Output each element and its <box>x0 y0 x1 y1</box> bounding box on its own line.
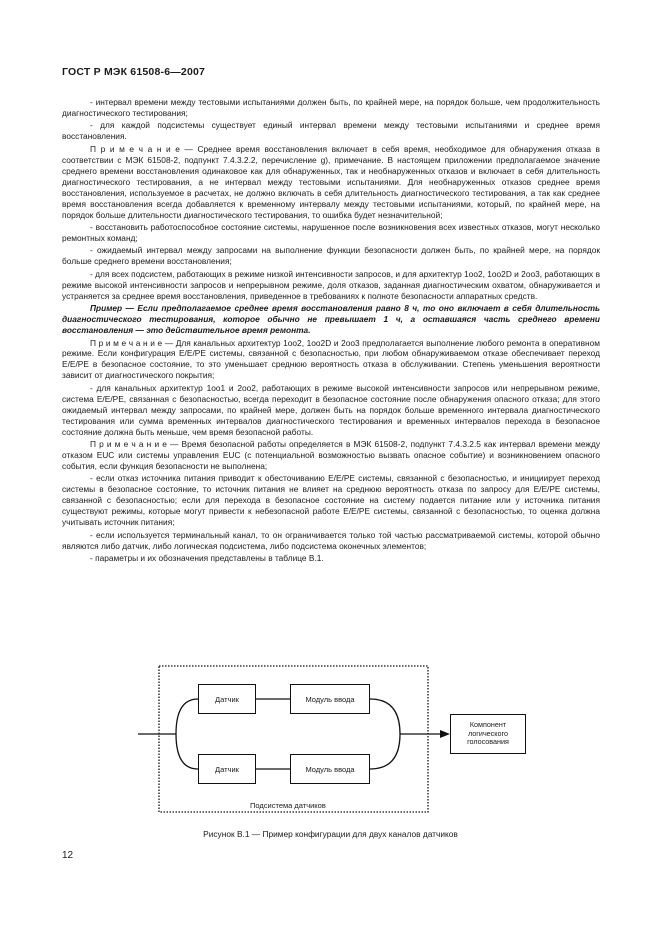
subsystem-label: Подсистема датчиков <box>250 801 326 810</box>
note-paragraph: П р и м е ч а н и е — Среднее время восстановления включает в себя время, необходимое для обнаружения отказа в соответствии с МЭК 61508-2, подпункт 7.4.3.2.2, перечисление g), примечание. В настоящем приложении предполагаемое значение среднего времени восстановления одинаковое как для обнаруженных, так и необнаруженных отказов и включает в себя длительность диагностического тестирования, а не интервал между тестовыми испытаниями. Для необнаруженных отказов среднее время восстановления, используемое в расчетах, не должно включать в себя длительность диагностического тестирования, а так как среднее время восстановления всегда добавляется к временному интервалу между тестовыми испытаниями, который, по крайней мере, на порядок больше длительности диагностического тестирования, то ошибка будет незначительной; <box>62 143 600 220</box>
paragraph: - ожидаемый интервал между запросами на выполнение функции безопасности должен быть, по крайней мере, на порядок больше среднего времени восстановления; <box>62 245 600 267</box>
logic-component-box: Компонент логического голосования <box>450 714 526 754</box>
branch-bottom-right <box>370 734 400 769</box>
paragraph: - интервал времени между тестовыми испытаниями должен быть, по крайней мере, на порядок больше, чем продолжительность диагностического тестирования; <box>62 97 600 118</box>
body-text <box>62 97 600 566</box>
branch-bottom-left <box>176 734 198 769</box>
paragraph: - восстановить работоспособное состояние системы, нарушенное после возникновения всех известных отказов, могут несколько ремонтных команд; <box>62 221 600 243</box>
example-paragraph: Пример — Если предполагаемое среднее время восстановления равно 8 ч, то оно включает в себя длительность диагностического тестирования, которое обычно не превышает 1 ч, а оставшаяся часть среднего времени восстановления — это действительное время ремонта. <box>62 303 600 336</box>
paragraph: - для всех подсистем, работающих в режиме низкой интенсивности запросов, и для архитектур 1oo2, 1oo2D и 2oo3, работающих в режиме высокой интенсивности запросов и непрерывном режиме, доля отказов, заданная диагностическим охватом, обнаруживается и устраняется за среднее время восстановления, приведенное в требованиях к полноте безопасности аппаратных средств. <box>62 268 600 301</box>
paragraph: - параметры и их обозначения представлены в таблице B.1. <box>90 553 324 564</box>
branch-top-left <box>176 699 198 734</box>
output-arrow <box>440 730 450 738</box>
input-module-box-top: Модуль ввода <box>290 684 370 714</box>
sensor-box-top: Датчик <box>198 684 256 714</box>
branch-top-right <box>370 699 400 734</box>
input-module-box-bottom: Модуль ввода <box>290 754 370 784</box>
paragraph: - если используется терминальный канал, то он ограничивается только той частью рассматриваемой системы, которой обычно являются либо датчик, либо логическая подсистема, либо подсистема оконечных элементов; <box>62 529 600 551</box>
paragraph: - для канальных архитектур 1oo1 и 2oo2, работающих в режиме высокой интенсивности запросов или непрерывном режиме, система E/E/PE, связанная с безопасностью, всегда переходит в безопасное состояние после обнаружения опасного отказа; для этого ожидаемый интервал между запросами, по крайней мере, должен быть на порядок больше временного интервала диагностического тестирования или сумма временных интервалов диагностического тестирования и временных интервалов перехода в безопасное состояние должна быть меньше, чем время безопасной работы. <box>62 382 600 437</box>
note-paragraph: П р и м е ч а н и е — Время безопасной работы определяется в МЭК 61508-2, подпункт 7.4.3.2.5 как интервал времени между отказом EUC или системы управления EUC (с потенциальной возможностью вызвать опасное событие) и возникновением опасного события, если функция безопасности не выполнена; <box>62 439 600 471</box>
document-header: ГОСТ Р МЭК 61508-6—2007 <box>62 66 206 78</box>
paragraph: - для каждой подсистемы существует единый интервал времени между тестовыми испытаниями и среднее время восстановления. <box>62 120 600 142</box>
figure-b1 <box>138 664 528 824</box>
page-number: 12 <box>62 850 74 861</box>
figure-caption: Рисунок B.1 — Пример конфигурации для двух каналов датчиков <box>203 829 458 839</box>
paragraph: - если отказ источника питания приводит к обесточиванию E/E/PE системы, связанной с безопасностью, и инициирует переход системы в безопасное состояние, то источник питания не влияет на среднюю вероятность отказа по запросу для E/E/PE системы, связанной с безопасностью; если для перехода в безопасное состояние на систему подается питание или у источника питания существуют режимы, которые могут привести к небезопасной работе E/E/PE системы, связанной с безопасностью, то оценка должна учитывать источник питания; <box>62 473 600 528</box>
note-paragraph: П р и м е ч а н и е — Для канальных архитектур 1oo2, 1oo2D и 2oo3 предполагается выполнение любого ремонта в оперативном режиме. Если конфигурация E/E/PE системы, связанной с безопасностью, при любом обнаруживаемом отказе обеспечивает переход E/E/PE в безопасное состояние, то это уменьшает среднюю вероятность отказа в обслуживании. Степень уменьшения вероятности зависит от диагностического покрытия; <box>62 337 600 381</box>
sensor-box-bottom: Датчик <box>198 754 256 784</box>
